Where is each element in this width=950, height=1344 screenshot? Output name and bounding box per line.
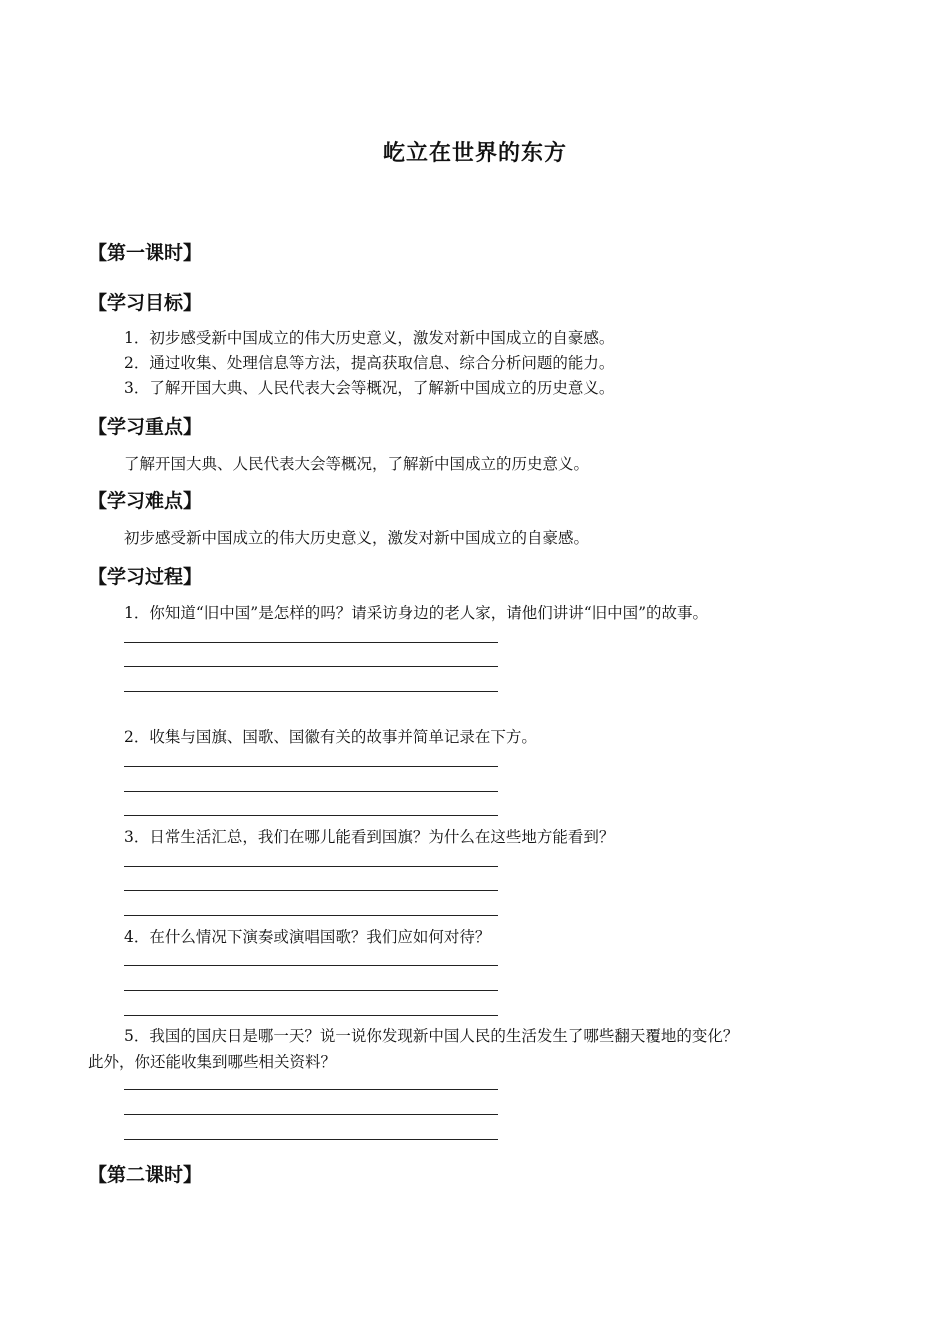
answer-line bbox=[124, 815, 498, 816]
answer-line bbox=[124, 915, 498, 916]
question-5: 5．我国的国庆日是哪一天？说一说你发现新中国人民的生活发生了哪些翻天覆地的变化？ bbox=[124, 1027, 739, 1045]
question-1: 1．你知道“旧中国”是怎样的吗？请采访身边的老人家，请他们讲讲“旧中国”的故事。 bbox=[124, 604, 709, 622]
key-points-text: 了解开国大典、人民代表大会等概况，了解新中国成立的历史意义。 bbox=[124, 455, 590, 473]
answer-line bbox=[124, 666, 498, 667]
answer-line bbox=[124, 691, 498, 692]
process-heading: 【学习过程】 bbox=[88, 566, 203, 588]
answer-line bbox=[124, 965, 498, 966]
goal-item-2: 2．通过收集、处理信息等方法，提高获取信息、综合分析问题的能力。 bbox=[124, 354, 615, 372]
answer-line bbox=[124, 890, 498, 891]
lesson-1-heading: 【第一课时】 bbox=[88, 242, 203, 264]
answer-line bbox=[124, 1139, 498, 1140]
answer-line bbox=[124, 766, 498, 767]
document-title: 屹立在世界的东方 bbox=[382, 141, 567, 166]
answer-line bbox=[124, 866, 498, 867]
difficulties-text: 初步感受新中国成立的伟大历史意义，激发对新中国成立的自豪感。 bbox=[124, 529, 590, 547]
goal-item-3: 3．了解开国大典、人民代表大会等概况，了解新中国成立的历史意义。 bbox=[124, 379, 615, 397]
question-3: 3．日常生活汇总，我们在哪儿能看到国旗？为什么在这些地方能看到？ bbox=[124, 828, 615, 846]
question-5-continued: 此外，你还能收集到哪些相关资料？ bbox=[88, 1053, 337, 1071]
goals-heading: 【学习目标】 bbox=[88, 292, 203, 314]
answer-line bbox=[124, 1089, 498, 1090]
question-4: 4．在什么情况下演奏或演唱国歌？我们应如何对待？ bbox=[124, 928, 491, 946]
question-2: 2．收集与国旗、国歌、国徽有关的故事并简单记录在下方。 bbox=[124, 728, 537, 746]
key-points-heading: 【学习重点】 bbox=[88, 416, 203, 438]
answer-line bbox=[124, 1114, 498, 1115]
goal-item-1: 1．初步感受新中国成立的伟大历史意义，激发对新中国成立的自豪感。 bbox=[124, 329, 615, 347]
difficulties-heading: 【学习难点】 bbox=[88, 490, 203, 512]
answer-line bbox=[124, 990, 498, 991]
answer-line bbox=[124, 1015, 498, 1016]
lesson-2-heading: 【第二课时】 bbox=[88, 1164, 203, 1186]
answer-line bbox=[124, 791, 498, 792]
answer-line bbox=[124, 642, 498, 643]
